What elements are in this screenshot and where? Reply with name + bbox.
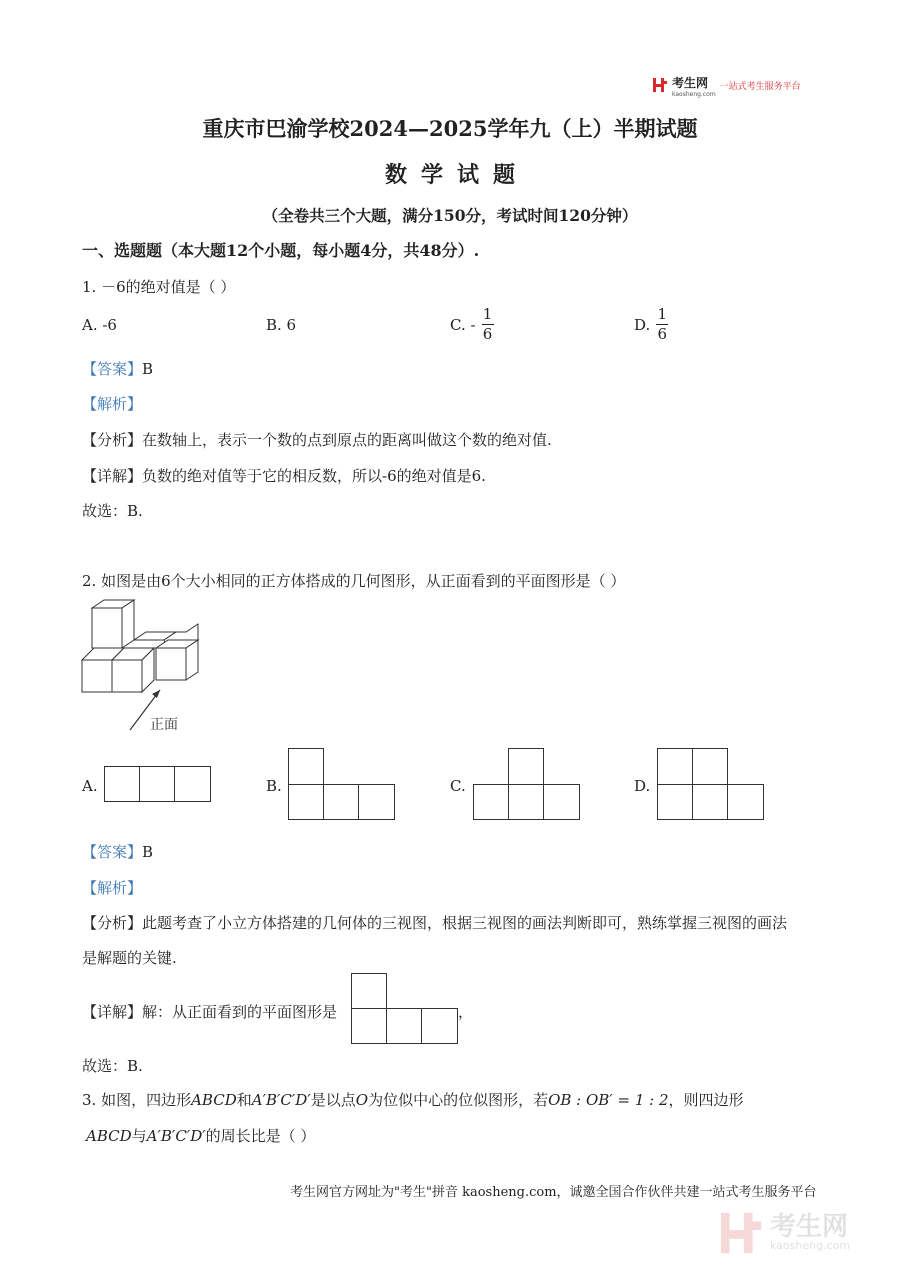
q1-answer xyxy=(82,358,153,379)
q1-xiangjie xyxy=(82,465,486,486)
q2-option-b-label: B. xyxy=(266,777,282,795)
q1-option-b: B. 6 xyxy=(266,316,297,334)
q2-analysis-label: 【解析】 xyxy=(82,879,143,897)
q2-option-a-figure xyxy=(104,766,211,802)
q1-option-d xyxy=(634,305,668,344)
q1-option-c-numerator: 1 xyxy=(482,305,493,323)
q3-text: 为位似中心的位似图形，若 xyxy=(368,1091,549,1109)
kaosheng-watermark-icon xyxy=(718,1210,764,1256)
q1-answer-value: B xyxy=(142,360,154,378)
q3-point-o: O xyxy=(355,1091,369,1109)
q1-xiangjie-label: 【详解】 xyxy=(82,467,143,485)
square-cell xyxy=(139,766,175,802)
q1-option-d-prefix: D. xyxy=(634,315,651,334)
kaosheng-logo-icon xyxy=(652,77,668,93)
square-cell xyxy=(174,766,211,802)
square-cell xyxy=(657,784,693,820)
brand-name: 考生网 xyxy=(672,76,709,90)
q3-text: 3. 如图，四边形 xyxy=(82,1091,192,1109)
q1-option-c-prefix: C. - xyxy=(450,315,476,334)
square-cell xyxy=(323,784,359,820)
q2-xiangjie xyxy=(82,1001,337,1022)
q3-text: 和 xyxy=(236,1091,252,1109)
brand-slogan: 一站式考生服务平台 xyxy=(719,81,801,92)
q1-option-a: A. -6 xyxy=(82,316,117,334)
brand-name-block xyxy=(672,72,716,98)
q2-answer-label: 【答案】 xyxy=(82,843,143,861)
q2-option-d-figure xyxy=(657,748,764,820)
square-cell xyxy=(288,784,324,820)
q1-fenxi-label: 【分析】 xyxy=(82,431,143,449)
q2-xiangjie-tail: ， xyxy=(458,1003,474,1021)
watermark xyxy=(718,1208,878,1258)
q2-option-a-label: A. xyxy=(82,777,98,795)
q1-option-d-numerator: 1 xyxy=(657,305,668,323)
square-cell xyxy=(508,748,544,785)
q2-fenxi-text-1: 此题考查了小立方体搭建的几何体的三视图，根据三视图的画法判断即可，熟练掌握三视图的画法 xyxy=(142,914,788,932)
exam-title: 重庆市巴渝学校2024—2025学年九（上）半期试题 xyxy=(202,116,698,141)
q3-text: 是以点 xyxy=(310,1091,356,1109)
q1-option-d-fraction xyxy=(656,305,668,344)
q2-xiangjie-text: 解：从正面看到的平面图形是 xyxy=(142,1003,338,1021)
q2-fenxi-continued: 是解题的关键. xyxy=(82,949,177,967)
square-cell xyxy=(386,1008,422,1044)
brand-domain: kaosheng.com xyxy=(672,91,716,98)
q2-fenxi xyxy=(82,912,787,933)
q3-line-2 xyxy=(86,1125,315,1146)
square-cell xyxy=(727,784,764,820)
q2-answer-value: B xyxy=(142,843,154,861)
q2-stem: 2. 如图是由6个大小相同的正方体搭成的几何图形，从正面看到的平面图形是（ ） xyxy=(82,572,626,590)
q3-quad-abcd-prime: A′B′C′D′ xyxy=(251,1091,311,1109)
q2-fenxi-label: 【分析】 xyxy=(82,914,143,932)
front-view-label: 正面 xyxy=(150,717,178,733)
q1-stem: 1. －6的绝对值是（ ） xyxy=(82,278,236,296)
square-cell xyxy=(692,784,728,820)
q1-option-c xyxy=(450,305,494,344)
q2-option-b-figure xyxy=(288,748,395,820)
q1-analysis-label: 【解析】 xyxy=(82,395,143,413)
q2-option-c-figure xyxy=(473,748,580,820)
q3-quad-abcd: ABCD xyxy=(191,1091,237,1109)
square-cell xyxy=(288,748,324,785)
q2-answer xyxy=(82,841,153,862)
q2-option-c-label: C. xyxy=(450,777,466,795)
q1-option-c-denominator: 6 xyxy=(482,325,493,343)
page-footer: 考生网官方网址为"考生"拼音 kaosheng.com，诚邀全国合作伙伴共建一站式考生服务平台 xyxy=(290,1185,817,1200)
q3-text: ，则四边形 xyxy=(668,1091,744,1109)
q1-option-c-fraction xyxy=(482,305,494,344)
watermark-domain: kaosheng.com xyxy=(770,1239,851,1252)
section-heading: 一、选题题（本大题12个小题，每小题4分，共48分）. xyxy=(82,241,480,260)
square-cell xyxy=(657,748,693,785)
watermark-name: 考生网 xyxy=(770,1212,849,1242)
q3-line-1 xyxy=(82,1089,744,1110)
q3-quad-abcd-prime: A′B′C′D′ xyxy=(146,1127,206,1145)
q1-fenxi xyxy=(82,429,552,450)
square-cell xyxy=(104,766,140,802)
q1-answer-label: 【答案】 xyxy=(82,360,143,378)
q3-ratio: OB : OB′ = 1 : 2 xyxy=(548,1091,669,1109)
q3-quad-abcd: ABCD xyxy=(86,1127,132,1145)
q3-text: 与 xyxy=(131,1127,147,1145)
square-cell xyxy=(692,748,728,785)
exam-note: （全卷共三个大题，满分150分，考试时间120分钟） xyxy=(262,206,638,225)
q1-xiangjie-text: 负数的绝对值等于它的相反数，所以-6的绝对值是6. xyxy=(142,467,486,485)
q2-answer-figure xyxy=(351,973,458,1044)
q2-option-d-label: D. xyxy=(634,777,651,795)
q2-conclusion: 故选：B. xyxy=(82,1057,143,1075)
square-cell xyxy=(508,784,544,820)
q3-text: 的周长比是（ ） xyxy=(205,1127,316,1145)
q2-xiangjie-label: 【详解】 xyxy=(82,1003,143,1021)
q1-option-d-denominator: 6 xyxy=(657,325,668,343)
square-cell xyxy=(351,973,387,1009)
square-cell xyxy=(543,784,580,820)
square-cell xyxy=(473,784,509,820)
q1-fenxi-text: 在数轴上，表示一个数的点到原点的距离叫做这个数的绝对值. xyxy=(142,431,552,449)
square-cell xyxy=(351,1008,387,1044)
square-cell xyxy=(421,1008,458,1044)
cube-stack-figure xyxy=(78,598,208,738)
square-cell xyxy=(358,784,395,820)
q1-conclusion: 故选：B. xyxy=(82,502,143,520)
brand-header xyxy=(652,74,818,96)
exam-subtitle: 数学试题 xyxy=(384,162,529,188)
watermark-text-block xyxy=(770,1214,850,1252)
